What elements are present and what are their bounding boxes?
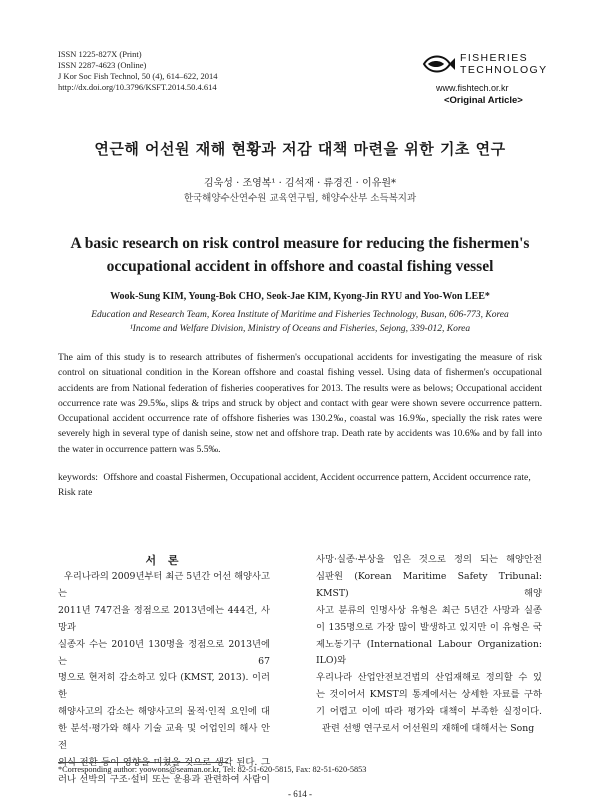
keywords [58, 470, 542, 501]
body-left-line: 2011년 747건을 정점으로 2013년에는 444건, 사망과 [58, 604, 270, 633]
body-left-line: 러나 선박의 구조·설비 또는 운용과 관련하여 사람이 [58, 773, 270, 785]
journal-url[interactable]: www.fishtech.or.kr [436, 83, 509, 93]
body-left-line: 우리나라의 2009년부터 최근 5년간 어선 해양사고는 [58, 571, 270, 599]
body-right-line: 관련 선행 연구로서 어선원의 재해에 대해서는 Song [316, 723, 535, 735]
title-english-line-2: occupational accident in offshore and coastal fishing vessel [106, 258, 494, 275]
body-left-line: 명으로 현저히 감소하고 있다 (KMST, 2013). 이러한 [58, 672, 270, 701]
doi-link[interactable]: http://dx.doi.org/10.3796/KSFT.2014.50.4.614 [58, 82, 217, 92]
body-right-column [316, 552, 542, 738]
affiliation-english-2: ¹Income and Welfare Division, Ministry of Oceans and Fisheries, Sejong, 339-012, Korea [129, 324, 471, 334]
body-left-line: 실종자 수는 2010년 130명을 정점으로 2013년에는 67 [58, 638, 270, 667]
body-right-line: 심판원 (Korean Maritime Safety Tribunal: KMST) 해양 [316, 570, 542, 599]
authors-english: Wook-Sung KIM, Young-Bok CHO, Seok-Jae KIM, Kyong-Jin RYU and Yoo-Won LEE* [110, 291, 490, 302]
keywords-list: Offshore and coastal Fishermen, Occupational accident, Accident occurrence pattern, Accident occurrence rate, Risk rate [58, 472, 531, 499]
authors-korean: 김욱성 · 조영복¹ · 김석재 · 류경진 · 이유원* [203, 178, 397, 189]
affiliation-korean: 한국해양수산연수원 교육연구팀, 해양수산부 소득복지과 [183, 193, 417, 204]
body-right-line: 우리나라 산업안전보건법의 산업재해로 정의할 수 있 [316, 672, 542, 684]
footnote-divider [58, 762, 228, 763]
body-right-line: 사망·실종·부상을 입은 것으로 정의 되는 해양안전 [316, 554, 542, 565]
body-right-line: 사고 분류의 인명사상 유형은 최근 5년간 사망과 실종 [316, 604, 542, 616]
affiliation-english-1: Education and Research Team, Korea Institute of Maritime and Fisheries Technology, Busan, 606-773, Korea [91, 310, 509, 320]
issn-print: ISSN 1225-827X (Print) [58, 49, 142, 59]
body-right-line: 제노동기구 (International Labour Organization: ILO)와 [316, 638, 542, 667]
keywords-label: keywords: [58, 472, 98, 483]
body-right-line: 이 135명으로 가장 많이 발생하고 있지만 이 유형은 국 [316, 621, 542, 633]
abstract: The aim of this study is to research attributes of fishermen's occupational accidents for investigating the measure of risk control on situational condition in the Korean offshore and coastal fishing vessel. Using data of fishermen's occupational accidents are from National federation of fisheries cooperatives for 2013. The results were as belows; Occupational accident occurrence rate was 29.5‰, slips & trips and struck by object and contact with gear were shown severe occurrence pattern. Occupational accident occurrence rate of offshore fisheries was 130.2‰, coastal was 16.9‰, specially the risk rates were severely high in several type of danish seine, stow net and offshore trap. Death rate by accidents was 10.6‰ and by fall into the water in occurrence pattern was 5.5‰. [58, 352, 542, 455]
body-left-column [58, 569, 270, 789]
body-right-line: 기 어렵고 이에 따라 평가와 대책이 부족한 실정이다. [316, 706, 542, 718]
logo-line-1: FISHERIES [460, 52, 529, 64]
title-korean: 연근해 어선원 재해 현황과 저감 대책 마련을 위한 기초 연구 [94, 140, 506, 158]
journal-logo [422, 48, 552, 80]
body-right-line: 는 것이어서 KMST의 통계에서는 상세한 자료를 구하 [316, 689, 542, 701]
issn-online: ISSN 2287-4623 (Online) [58, 60, 147, 70]
journal-citation: J Kor Soc Fish Technol, 50 (4), 614–622, 2014 [58, 71, 218, 81]
title-english-line-1: A basic research on risk control measure for reducing the fishermen's [70, 235, 530, 252]
fish-logo-icon [422, 51, 456, 77]
footnote-corresponding-author: *Corresponding author: yoowons@seaman.or.kr, Tel: 82-51-620-5815, Fax: 82-51-620-5853 [58, 765, 367, 774]
body-left-line: 해양사고의 감소는 해양사고의 물적·인적 요인에 대 [58, 706, 270, 718]
page-number: - 614 - [288, 789, 312, 799]
body-left-line: 한 분석·평가와 해사 기술 교육 및 어업인의 해사 안전 [58, 723, 270, 752]
logo-line-2: TECHNOLOGY [460, 64, 548, 76]
section-heading-introduction: 서 론 [145, 554, 183, 567]
body-left-line: 의식 전환 등이 영향을 미쳤을 것으로 생각 된다. 그 [58, 756, 270, 768]
article-type: <Original Article> [444, 95, 523, 106]
